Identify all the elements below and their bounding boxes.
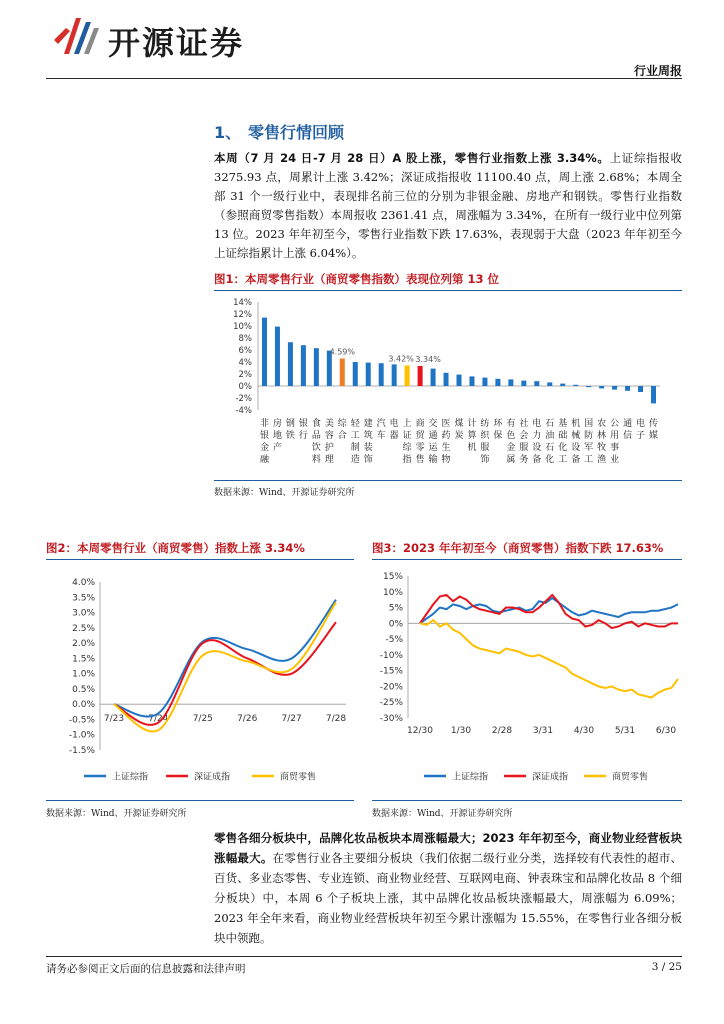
legend-label: 商贸零售: [612, 772, 649, 783]
market-review-paragraph: [214, 149, 682, 263]
bar-12: [405, 365, 410, 386]
x-tick-label: 7/26: [237, 714, 258, 725]
bar-31: [651, 386, 656, 403]
bar-14: [431, 369, 436, 386]
category-label: 环保: [493, 419, 503, 441]
legend-label: 深证成指: [194, 772, 231, 783]
category-label: 有色金属: [506, 419, 516, 465]
y-tick-label: 0%: [388, 619, 403, 630]
report-type-label: 行业周报: [633, 64, 682, 78]
figure1-source: 数据来源：Wind、开源证券研究所: [214, 488, 355, 498]
bar-5: [314, 348, 319, 386]
category-label: 轻工制造: [350, 419, 360, 465]
figure1-title-rule: [214, 290, 682, 291]
figure3-title-rule: [372, 559, 682, 560]
paragraph-body: 上证综指报收 3275.93 点，周累计上涨 3.42%；深证成指报收 11100.40 点，周上涨 2.68%；本周全部 31 个一级行业中，表现排名前三位的分别为非银金融、房地产和钢铁。零售行业指数（参照商贸零售指数）本周报收 2361.41 点，周涨幅为 3.34%，在所有一级行业中位列第 13 位。2023 年年初至今，零售行业指数下跌 17.63%，表现弱于大盘（2023 年年初至今上证综指累计上涨 6.04%）。: [214, 151, 683, 260]
category-label: 汽车: [376, 419, 386, 441]
category-label: 钢铁: [285, 419, 295, 441]
bar-4: [301, 345, 306, 386]
bar-10: [379, 363, 384, 386]
category-label: 农林牧渔: [597, 419, 607, 465]
series-line-3: [114, 602, 336, 731]
paragraph-lead: 本周（7 月 24 日-7 月 28 日）A 股上涨，零售行业指数上涨 3.34%。: [214, 151, 610, 165]
y-tick-label: -30%: [379, 714, 403, 724]
y-tick-label: 3.5%: [72, 593, 95, 604]
category-label: 传媒: [649, 419, 659, 441]
category-label: 上证综指: [402, 419, 412, 465]
legend-label: 商贸零售: [280, 772, 317, 783]
data-label: 3.42%: [388, 354, 414, 364]
weekly-index-line-chart: [46, 564, 354, 796]
legend-label: 深证成指: [532, 772, 569, 783]
brand-name: 开源证券: [108, 24, 245, 62]
x-tick-label: 2/28: [491, 726, 513, 736]
bar-19: [495, 379, 500, 386]
y-tick-label: 2%: [238, 370, 252, 380]
bar-16: [457, 375, 462, 386]
x-tick-label: 1/30: [450, 726, 472, 736]
data-label: 4.59%: [329, 347, 356, 357]
bar-24: [560, 384, 565, 386]
category-label: 基础化工: [558, 419, 568, 465]
y-tick-label: 0.5%: [72, 684, 95, 695]
bar-7: [340, 358, 345, 386]
category-label: 公用事业: [610, 419, 620, 465]
bar-11: [392, 364, 397, 386]
y-tick-label: 15%: [382, 572, 403, 582]
figure2-title-rule: [46, 559, 354, 560]
y-tick-label: -1.0%: [68, 730, 95, 741]
x-tick-label: 4/30: [573, 726, 595, 736]
x-tick-label: 7/28: [325, 714, 347, 725]
y-tick-label: 10%: [233, 322, 252, 332]
header-divider: [46, 78, 682, 79]
y-tick-label: 2.5%: [72, 623, 95, 634]
category-label: 计算机: [467, 419, 477, 453]
category-label: 通信: [623, 419, 633, 441]
bar-20: [508, 379, 513, 386]
segment-review-paragraph: [214, 828, 682, 948]
y-tick-label: -15%: [379, 666, 403, 677]
section-number: 1、: [214, 123, 242, 142]
figure2-title: 图2：本周零售行业（商贸零售）指数上涨 3.34%: [46, 541, 305, 555]
category-label: 食品饮料: [311, 419, 321, 465]
category-label: 银行: [298, 419, 308, 441]
category-label: 纺织服饰: [480, 419, 490, 465]
legend-label: 上证综指: [452, 772, 489, 783]
y-tick-label: 14%: [233, 298, 252, 308]
y-tick-label: 0%: [238, 382, 252, 392]
bar-2: [275, 327, 280, 386]
y-tick-label: 0.0%: [72, 700, 95, 711]
category-label: 美容护理: [324, 419, 334, 465]
x-tick-label: 3/31: [532, 726, 554, 736]
figure1-source-rule: [214, 480, 682, 481]
series-line-2: [114, 622, 336, 725]
y-tick-label: -2%: [235, 394, 252, 404]
bar-29: [625, 386, 630, 391]
category-label: 电子: [636, 419, 646, 441]
paragraph-body: 在零售行业各主要细分板块（我们依据二级行业分类，选择较有代表性的超市、百货、多业态零售、专业连锁、商业物业经营、互联网电商、钟表珠宝和品牌化妆品 8 个细分板块）中，本周 6 个子板块上涨，其中品牌化妆品板块涨幅最大，周涨幅为 6.09%；2023 年全年来看，商业物业经营板块年初至今累计涨幅为 15.55%，在零售行业各细分板块中领跑。: [214, 851, 683, 945]
y-tick-label: 2.0%: [72, 639, 95, 650]
ytd-index-line-chart: [372, 564, 682, 796]
y-tick-label: 8%: [238, 334, 252, 344]
brand-logo: [50, 14, 102, 62]
x-tick-label: 6/30: [655, 726, 677, 736]
data-label: 3.34%: [415, 354, 441, 364]
y-tick-label: -25%: [379, 698, 403, 709]
bar-9: [366, 363, 371, 386]
category-label: 电力设备: [532, 419, 542, 465]
bar-23: [547, 382, 552, 386]
x-tick-label: 5/31: [614, 726, 636, 736]
bar-30: [638, 386, 643, 392]
y-tick-label: -1.5%: [68, 746, 95, 756]
bar-26: [586, 386, 591, 387]
y-tick-label: 10%: [382, 587, 403, 598]
y-tick-label: -5%: [385, 635, 403, 646]
series-line-3: [420, 620, 678, 697]
bar-8: [353, 362, 358, 386]
category-label: 电器: [389, 419, 399, 441]
y-tick-label: 12%: [233, 310, 252, 320]
y-tick-label: 6%: [238, 346, 252, 356]
bar-27: [599, 386, 604, 388]
bar-18: [482, 378, 487, 386]
category-label: 机械设备: [571, 419, 581, 465]
bar-13: [418, 366, 423, 386]
footer-divider: [46, 956, 682, 957]
y-tick-label: 4.0%: [72, 578, 95, 588]
figure2-source: 数据来源：Wind、开源证券研究所: [46, 809, 187, 819]
series-line-1: [420, 598, 678, 623]
x-tick-label: 7/23: [103, 714, 125, 725]
figure1-title: 图1：本周零售行业（商贸零售指数）表现位列第 13 位: [214, 272, 500, 286]
bar-15: [444, 373, 449, 386]
bar-21: [521, 381, 526, 386]
section-title: 零售行情回顾: [248, 123, 345, 142]
figure3-source-rule: [372, 800, 682, 801]
category-label: 石油石化: [545, 419, 555, 465]
category-label: 房地产: [272, 419, 282, 453]
page-number: 3 / 25: [651, 961, 682, 973]
y-tick-label: 4%: [238, 358, 252, 368]
x-tick-label: 7/24: [148, 714, 169, 725]
category-label: 国防军工: [584, 419, 594, 465]
category-label: 交通运输: [428, 419, 438, 465]
bar-1: [262, 318, 267, 386]
disclaimer-note: 请务必参阅正文后面的信息披露和法律声明: [46, 963, 246, 975]
category-label: 商贸零售: [415, 419, 425, 465]
x-tick-label: 7/25: [192, 714, 213, 725]
category-label: 非银金融: [259, 419, 269, 465]
bar-25: [573, 385, 578, 386]
bar-22: [534, 381, 539, 386]
bar-28: [612, 386, 617, 390]
figure3-source: 数据来源：Wind、开源证券研究所: [372, 809, 513, 819]
y-tick-label: -20%: [379, 682, 403, 693]
category-label: 综合: [337, 419, 347, 441]
bar-3: [288, 342, 293, 386]
industry-return-bar-chart: [214, 294, 682, 476]
y-tick-label: 1.0%: [72, 669, 95, 680]
y-tick-label: 5%: [388, 603, 403, 614]
category-label: 煤炭: [454, 419, 464, 441]
y-tick-label: -10%: [379, 650, 403, 661]
legend-label: 上证综指: [112, 772, 149, 783]
paragraph-lead: 零售各细分板块中，品牌化妆品板块本周涨幅最大；2023 年年初至今，商业物业经营板块涨幅最大。: [214, 831, 682, 865]
x-tick-label: 12/30: [407, 726, 433, 736]
x-tick-label: 7/27: [281, 714, 302, 725]
figure2-source-rule: [46, 800, 354, 801]
y-tick-label: -4%: [235, 406, 252, 416]
bar-17: [469, 376, 474, 386]
y-tick-label: 1.5%: [72, 654, 95, 665]
y-tick-label: 3.0%: [72, 608, 95, 619]
category-label: 社会服务: [519, 419, 529, 465]
y-tick-label: -0.5%: [68, 715, 95, 726]
category-label: 医药生物: [441, 419, 451, 465]
figure3-title: 图3：2023 年年初至今（商贸零售）指数下跌 17.63%: [372, 541, 664, 555]
brand-logo-icon: [50, 14, 102, 62]
category-label: 建筑装饰: [363, 419, 373, 465]
